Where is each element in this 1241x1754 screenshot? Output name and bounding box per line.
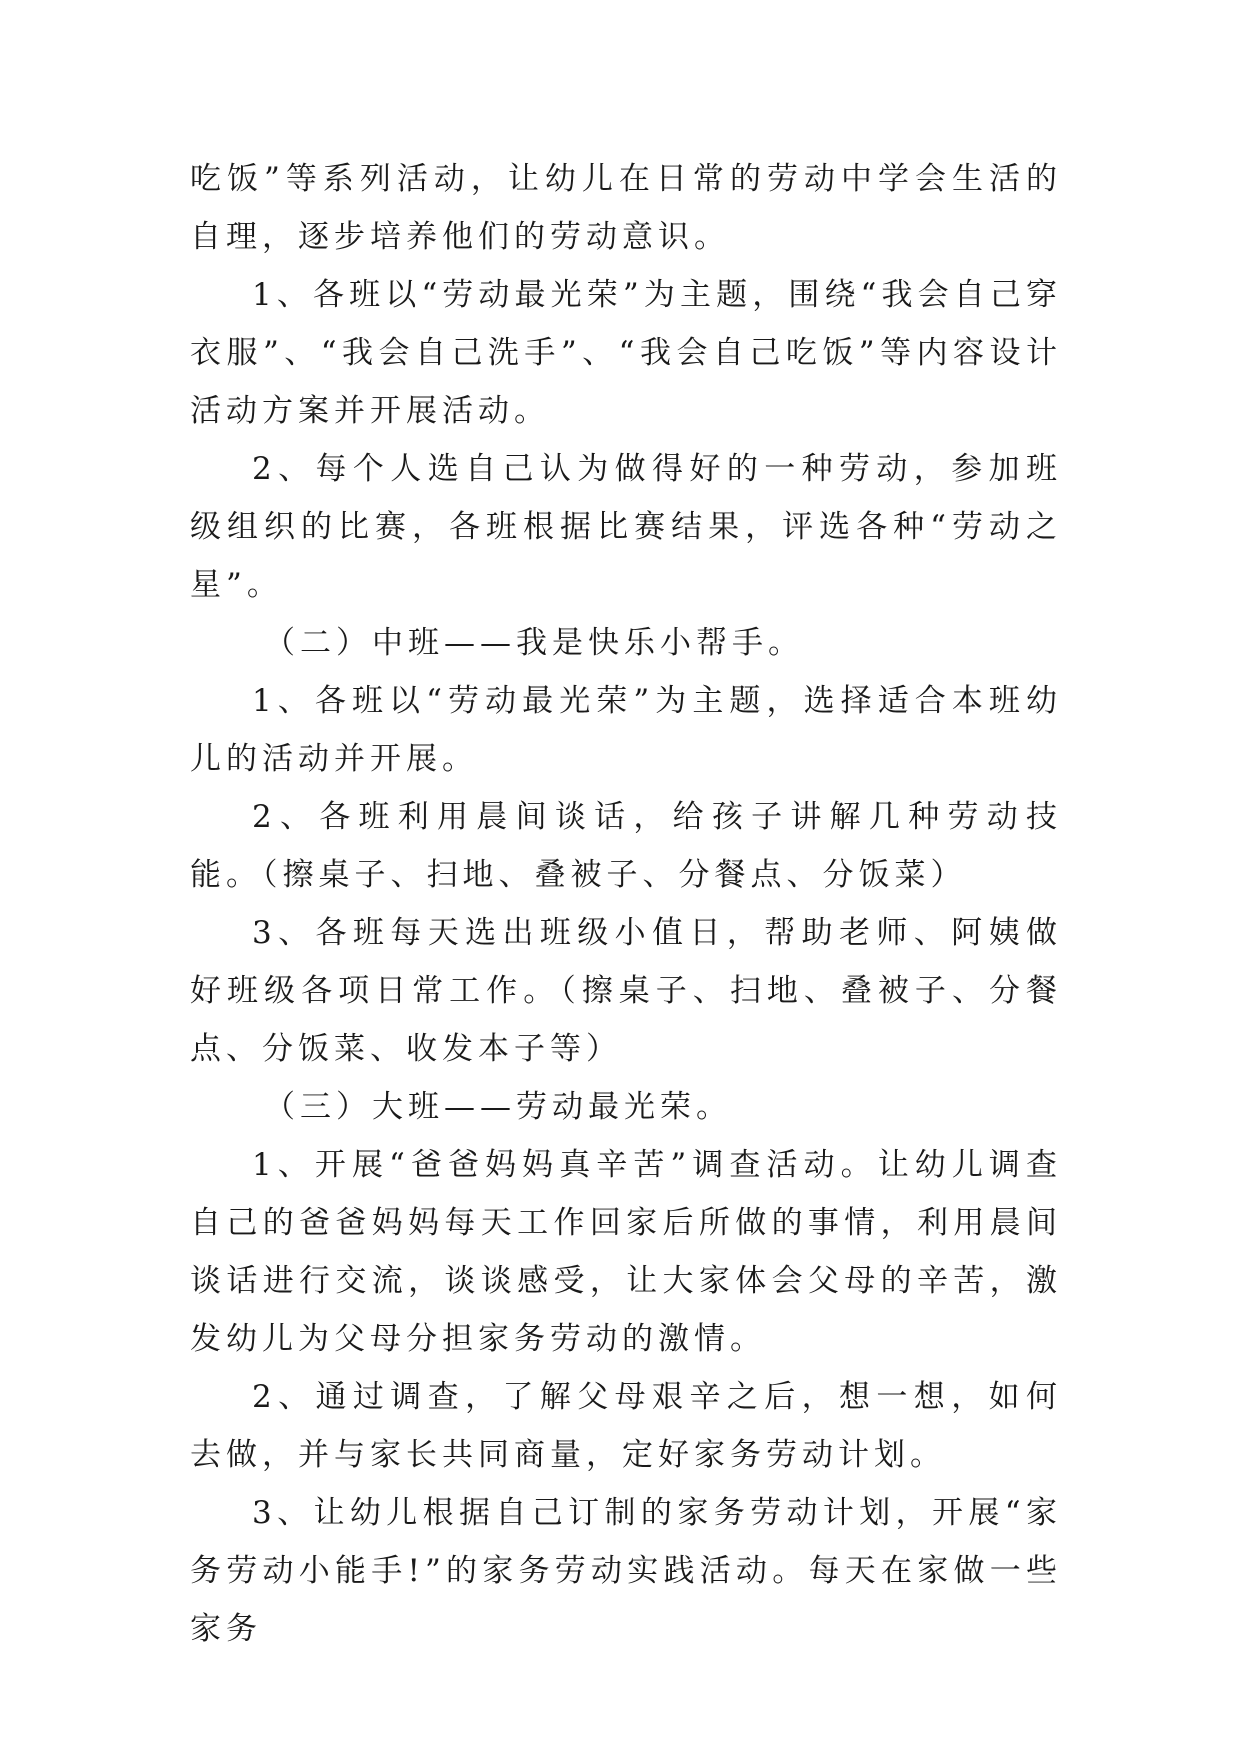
paragraph-item-3: 3、让幼儿根据自己订制的家务劳动计划，开展“家务劳动小能手!”的家务劳动实践活动。每天在家做一些家务 xyxy=(190,1495,1062,1647)
paragraph-item-2: 2、通过调查，了解父母艰辛之后，想一想，如何去做，并与家长共同商量，定好家务劳动计划。 xyxy=(190,1379,1062,1473)
paragraph-continuation: 吃饭”等系列活动，让幼儿在日常的劳动中学会生活的自理，逐步培养他们的劳动意识。 xyxy=(190,161,1062,255)
paragraph-item-1: 1、开展“爸爸妈妈真辛苦”调查活动。让幼儿调查自己的爸爸妈妈每天工作回家后所做的事情，利用晨间谈话进行交流，谈谈感受，让大家体会父母的辛苦，激发幼儿为父母分担家务劳动的激情。 xyxy=(190,1147,1062,1357)
paragraph-item-2: 2、每个人选自己认为做得好的一种劳动，参加班级组织的比赛，各班根据比赛结果，评选各种“劳动之星”。 xyxy=(190,451,1062,603)
paragraph-item-1: 1、各班以“劳动最光荣”为主题，选择适合本班幼儿的活动并开展。 xyxy=(190,683,1062,777)
document-page xyxy=(190,150,1062,1658)
section-heading-middle-class: （二）中班——我是快乐小帮手。 xyxy=(264,625,804,661)
paragraph-item-1: 1、各班以“劳动最光荣”为主题，围绕“我会自己穿衣服”、“我会自己洗手”、“我会自己吃饭”等内容设计活动方案并开展活动。 xyxy=(190,277,1062,429)
section-heading-senior-class: （三）大班——劳动最光荣。 xyxy=(264,1089,732,1125)
paragraph-item-3: 3、各班每天选出班级小值日，帮助老师、阿姨做好班级各项日常工作。（擦桌子、扫地、叠被子、分餐点、分饭菜、收发本子等） xyxy=(190,915,1062,1067)
paragraph-item-2: 2、各班利用晨间谈话，给孩子讲解几种劳动技能。（擦桌子、扫地、叠被子、分餐点、分饭菜） xyxy=(190,799,1062,893)
